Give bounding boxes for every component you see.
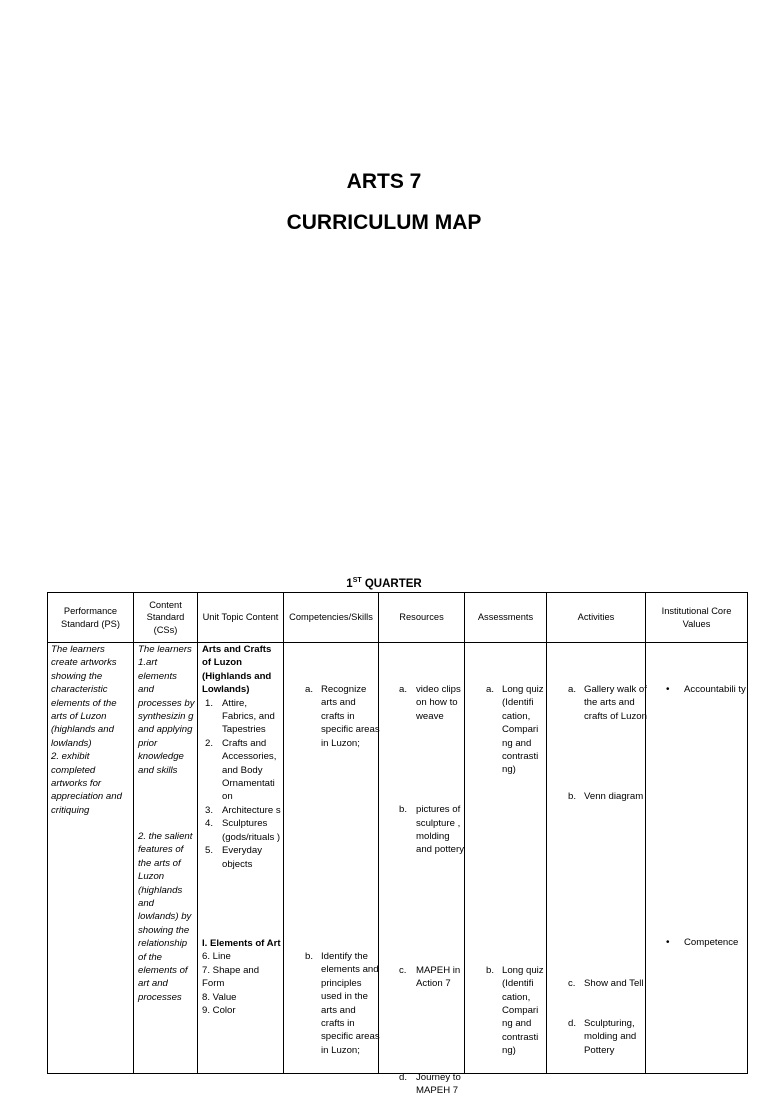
quarter-label: QUARTER bbox=[361, 577, 422, 590]
elements-heading: I. Elements of Art bbox=[202, 938, 281, 949]
element-item: 8. Value bbox=[202, 991, 237, 1003]
element-item: 7. Shape and Form bbox=[202, 964, 260, 990]
document-subtitle: CURRICULUM MAP bbox=[286, 211, 482, 234]
header-competencies: Competencies/Skills bbox=[284, 593, 379, 643]
element-item: 6. Line bbox=[202, 951, 231, 963]
header-resources: Resources bbox=[379, 593, 465, 643]
cell-activities bbox=[547, 643, 646, 1074]
list-item: 5. Everyday objects bbox=[205, 845, 262, 870]
bullet-icon: • bbox=[666, 937, 670, 949]
cell-core-values bbox=[646, 643, 748, 1074]
activity-item: c. Show and Tell bbox=[568, 977, 644, 989]
unit-topic-heading: Arts and Crafts of Luzon (Highlands and Lowlands) bbox=[202, 644, 272, 696]
cell-unit-topic bbox=[198, 643, 284, 1074]
content-standard-part2: 2. the salient features of the arts of Luzon (highlands and lowlands) by showing the relationship of the elements of art and processes bbox=[138, 831, 193, 1003]
cell-assessments bbox=[465, 643, 547, 1074]
list-item: 1. Attire, Fabrics, and Tapestries bbox=[205, 697, 275, 736]
resource-item: d. Journey to MAPEH 7 bbox=[399, 1071, 461, 1097]
resource-item: b. pictures of sculpture , molding and pottery bbox=[399, 804, 465, 856]
content-standard-part1: The learners 1.art elements and processes by synthesizin g and applying prior knowledge and skills bbox=[138, 644, 195, 776]
resource-item: a. video clips on how to weave bbox=[399, 684, 461, 722]
resource-item: c. MAPEH in Action 7 bbox=[399, 964, 461, 990]
core-value-item: • Competence bbox=[666, 937, 739, 949]
activity-item: a. Gallery walk of the arts and crafts of Luzon bbox=[568, 684, 647, 722]
quarter-number: 1 bbox=[346, 577, 353, 590]
header-assessments: Assessments bbox=[465, 593, 547, 643]
header-unit-topic: Unit Topic Content bbox=[198, 593, 284, 643]
header-activities: Activities bbox=[547, 593, 646, 643]
document-title: ARTS 7 bbox=[346, 170, 422, 193]
cell-content-standard bbox=[134, 643, 198, 1074]
header-row bbox=[48, 593, 748, 643]
competency-item: b. Identify the elements and principles used in the arts and crafts in specific areas in Luzon; bbox=[305, 951, 380, 1056]
assessment-item: a. Long quiz (Identifi cation, Compari ng and contrasti ng) bbox=[486, 684, 544, 776]
element-item: 9. Color bbox=[202, 1005, 236, 1017]
bullet-icon: • bbox=[666, 684, 670, 695]
list-item: 2. Crafts and Accessories, and Body Ornamentati on bbox=[205, 737, 277, 803]
list-item: 4. Sculptures (gods/rituals ) bbox=[205, 818, 281, 843]
assessment-item: b. Long quiz (Identifi cation, Compari ng and contrasti ng) bbox=[486, 964, 544, 1057]
list-item: 3. Architecture s bbox=[205, 804, 281, 816]
cell-resources bbox=[379, 643, 465, 1097]
quarter-heading bbox=[0, 577, 768, 590]
curriculum-table bbox=[47, 592, 748, 1097]
activity-item: b. Venn diagram bbox=[568, 791, 644, 803]
quarter-suffix: ST bbox=[352, 577, 362, 584]
competency-item: a. Recognize arts and crafts in specific areas in Luzon; bbox=[305, 684, 380, 749]
header-core-values: Institutional Core Values bbox=[646, 593, 748, 643]
header-content-standard: Content Standard (CSs) bbox=[134, 593, 198, 643]
cell-competencies bbox=[284, 643, 379, 1074]
performance-standard-text: The learners create artworks showing the characteristic elements of the arts of Luzon (highlands and lowlands) 2. exhibit completed artworks for appreciation and critiquing bbox=[51, 644, 122, 816]
table-row bbox=[48, 643, 748, 1074]
core-value-item: • Accountabili ty bbox=[666, 684, 746, 695]
cell-performance-standard bbox=[48, 643, 134, 1074]
header-performance-standard: Performance Standard (PS) bbox=[48, 593, 134, 643]
activity-item: d. Sculpturing, molding and Pottery bbox=[568, 1018, 637, 1056]
